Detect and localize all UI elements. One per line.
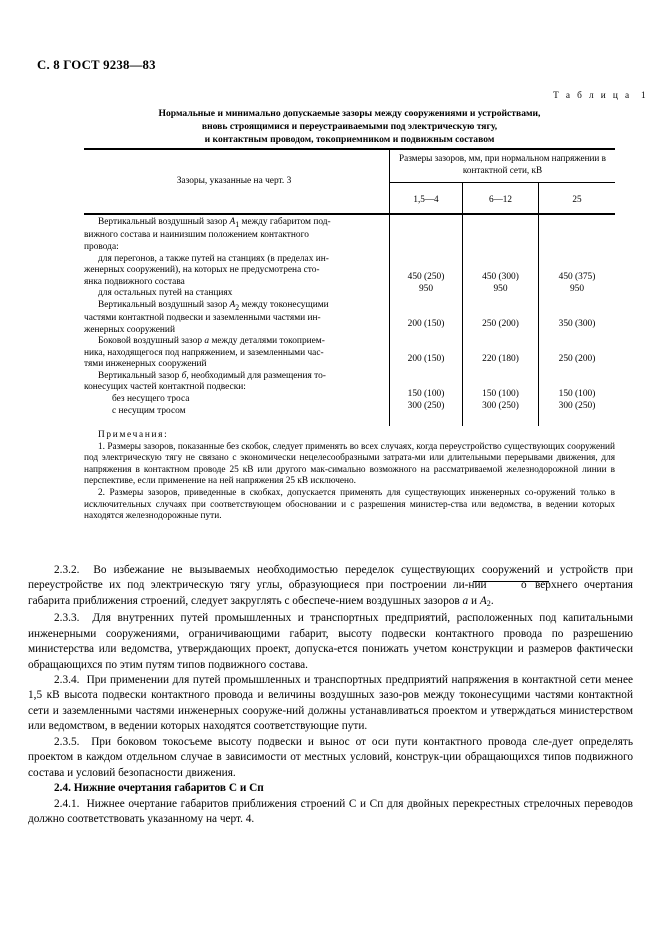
value-300-250-c3: 300 (250): [558, 400, 596, 411]
paragraph-2-3-4: 2.3.4. При применении для путей промышленных и транспортных предприятий напряжения в контактной сети менее 1,5 кВ высота подвески контактного провода и величины воздушных зазо-ров между токонесущими частями контактной сети и заземленными частями инженерных сооруже-ний должны устанавливаться проектом и утверждаться министерством или ведомством, в ведении которых находятся соответствующие пути.: [28, 673, 633, 733]
running-head: С. 8 ГОСТ 9238—83: [37, 58, 156, 72]
table-row-desc-7: без несущего троса: [112, 393, 190, 404]
table-description-column: [84, 217, 380, 417]
table-header-left-label: Зазоры, указанные на черт. 3: [176, 175, 292, 186]
table-row-desc-1: Вертикальный воздушный зазор $A_1$ между габаритом под- вижного состава и наинизшим положением контактного провода:: [84, 217, 331, 252]
notes-heading: Примечания:: [98, 430, 169, 440]
value-950-c1: 950: [418, 283, 434, 294]
section-heading-2-4: 2.4. Нижние очертания габаритов С и Сп: [54, 782, 264, 795]
value-300-250-c2: 300 (250): [482, 400, 519, 411]
table-cell-r4-c3: [539, 389, 615, 412]
table-cell-r1-c3: [539, 272, 615, 295]
body-text: [28, 563, 633, 827]
paragraph-2-3-3: 2.3.3. Для внутренних путей промышленных и транспортных предприятий, расположенных под капитальными инженерными сооружениями, ограничивающими габарит, высоту подвески контактного провода по разрешению министерства или ведомства, утверждающих проект, допуска-ется понижать учетом конструкции и размеров фактически обращающихся по этим путям типов подвижного состава.: [28, 612, 633, 671]
paragraph-2-4-1: 2.4.1. Нижнее очертание габаритов приближения строений С и Сп для двойных перекрестных стрелочных переводов должно соответствовать указанному на черт. 4.: [28, 797, 633, 826]
table-header-mid-rule: [389, 182, 615, 183]
table-cell-r2-c3: 350 (300): [558, 319, 596, 329]
table-row-desc-6: Вертикальный зазор б, необходимый для размещения то- конесущих частей контактной подвески:: [84, 370, 326, 393]
table-header-col-1: 1,5—4: [413, 193, 439, 204]
table-row-desc-5: Боковой воздушный зазор а между деталями токоприем- ника, находящегося под напряжением, и заземленными час- тями инженерных сооружений: [84, 336, 325, 370]
table-cell-r2-c1: 200 (150): [407, 319, 445, 329]
note-item-2: 2. Размеры зазоров, приведенные в скобках, допускается применять для существующих инженерных со-оружений только в исключительных случаях при соответствующем обосновании и с разрешения министер-ства или ведомства, в ведении которых находятся железнодорожные пути.: [84, 487, 615, 522]
table-header-bottom-rule: [84, 213, 615, 215]
table-row-desc-2: для перегонов, а также путей на станциях (в пределах ин- женерных сооружений), на которых не предусмотрена сто- янка подвижного состава: [84, 253, 329, 287]
value-450-300: 450 (300): [482, 272, 519, 282]
value-950-c3: 950: [569, 283, 585, 294]
table-cell-r3-c2: 220 (180): [482, 354, 519, 364]
table-cell-r4-c2: [463, 389, 538, 412]
table-number-label: Т а б л и ц а 1: [553, 91, 648, 101]
paragraph-2-3-5: 2.3.5. При боковом токосъеме высоту подвески и вынос от оси пути контактного провода сле-дует определять проектом в каждом отдельном случае в зависимости от местных условий, конструк-ции обращающихся типов подвижного состава и условий безопасности движения.: [28, 735, 633, 779]
table-title-line-2: вновь строящимися и переустраиваемыми под электрическую тягу,: [201, 121, 498, 133]
table-row-desc-3: для остальных путей на станциях: [98, 288, 233, 299]
value-150-100-c2: 150 (100): [482, 389, 519, 399]
overline-o-symbol: о: [493, 578, 529, 593]
table-row-desc-4: Вертикальный воздушный зазор $A_2$ между токонесущими частями контактной подвески и заземленными частями ин- женерных сооружений: [84, 299, 329, 335]
table-header-group-label: Размеры зазоров, мм, при нормальном напряжении в контактной сети, кВ: [399, 153, 606, 176]
table-cell-r4-c1: [390, 389, 462, 412]
table-header-left: [84, 148, 384, 213]
paragraph-2-3-2: 2.3.2. Во избежание не вызываемых необходимостью переделок существующих сооружений и устройств при переустройстве их под электрическую тягу углы, образующиеся при построении ли-нии о верхнего очертания габарита приближения строений, следует закруглять с обеспече-нием воздушных зазоров а и $A_2$.: [28, 564, 633, 608]
table-cell-r1-c2: [463, 272, 538, 295]
value-450-250: 450 (250): [407, 272, 445, 282]
table-title-line-3: и контактным проводом, токоприемником и подвижным составом: [204, 134, 495, 146]
value-150-100-c1: 150 (100): [407, 389, 445, 399]
value-450-375: 450 (375): [558, 272, 596, 282]
table-cell-r1-c1: [390, 272, 462, 295]
table-header-col-2: 6—12: [489, 193, 512, 204]
value-950-c2: 950: [493, 283, 508, 294]
table-title-line-1: Нормальные и минимально допускаемые зазоры между сооружениями и устройствами,: [158, 108, 541, 119]
note-item-1: 1. Размеры зазоров, показанные без скобок, следует применять во всех случаях, когда переустройство существующих сооружений под электрическую тягу не связано с экономически нецелесообразными затрата-ми или длительными перерывами движения, для напряжения в контактном проводе 25 кВ или другого мак-симально возможного на рассматриваемой железнодорожной линии в перспективе, если применение на ней напряжения 25 кВ исключено.: [84, 441, 615, 487]
table-cell-r3-c3: 250 (200): [558, 354, 596, 364]
table-cell-r2-c2: 250 (200): [482, 319, 519, 329]
value-150-100-c3: 150 (100): [558, 389, 596, 399]
table-row-desc-8: с несущим тросом: [112, 405, 186, 416]
value-300-250-c1: 300 (250): [407, 400, 445, 411]
table-title: [84, 107, 615, 147]
table-header-col-3: 25: [572, 193, 582, 204]
table-cell-r3-c1: 200 (150): [407, 354, 445, 364]
table-notes: [84, 430, 615, 523]
